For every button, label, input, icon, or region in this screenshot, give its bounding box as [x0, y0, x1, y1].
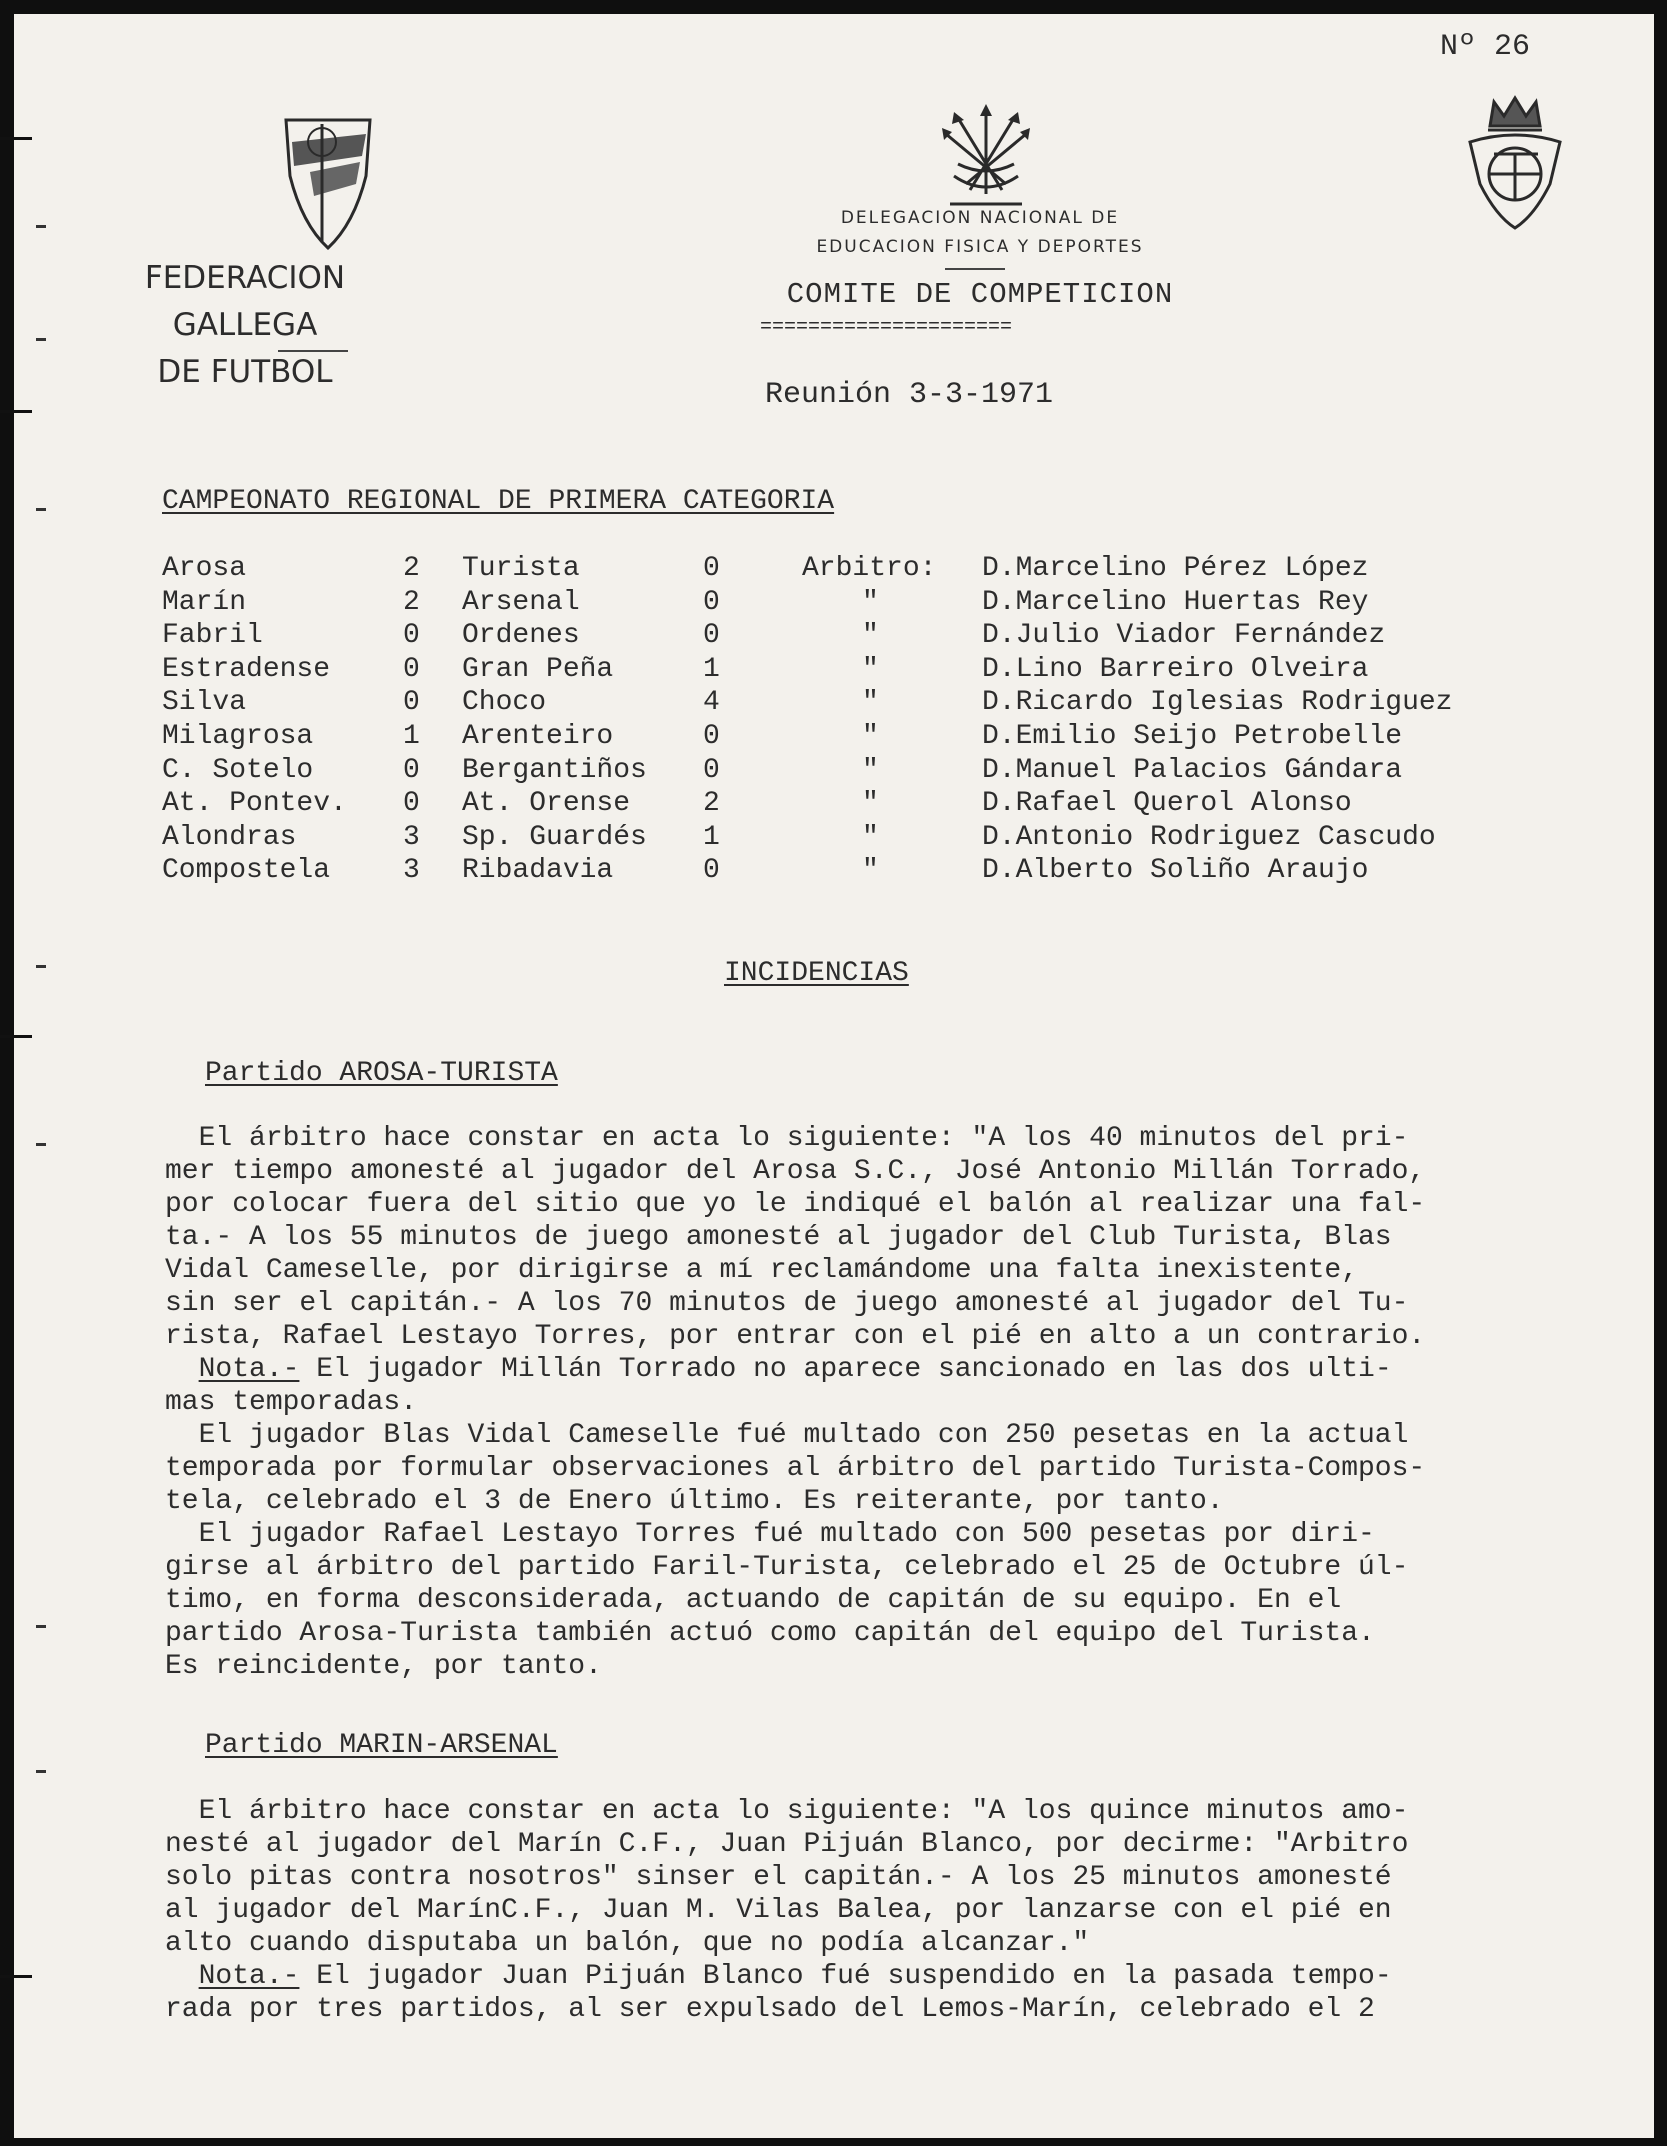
delegation-line2: EDUCACION FISICA Y DEPORTES	[816, 237, 1144, 257]
binder-mark	[0, 137, 32, 140]
ditto-mark: "	[862, 821, 879, 853]
yoke-arrows-emblem-icon	[940, 104, 1032, 208]
referee-name: D.Antonio Rodriguez Cascudo	[982, 821, 1436, 853]
note-line: partido Arosa-Turista también actuó como capitán del equipo del Turista.	[165, 1618, 1375, 1649]
home-goals: 3	[403, 821, 420, 853]
home-goals: 0	[403, 788, 420, 820]
home-team: Fabril	[162, 620, 263, 652]
incidents-title: INCIDENCIAS	[724, 958, 909, 989]
away-team: At. Orense	[462, 788, 631, 820]
results-away-goals-column	[703, 552, 720, 888]
ditto-mark: "	[862, 687, 879, 719]
note-line	[165, 1353, 1655, 1386]
home-team: Marín	[162, 586, 247, 618]
away-goals: 0	[703, 754, 720, 786]
home-team: C. Sotelo	[162, 754, 314, 786]
referee-name: D.Marcelino Huertas Rey	[982, 586, 1369, 618]
report-line: El árbitro hace constar en acta lo siguiente: "A los quince minutos amo-	[165, 1796, 1409, 1827]
away-team: Sp. Guardés	[462, 821, 647, 853]
referee-name: D.Alberto Soliño Araujo	[982, 855, 1369, 887]
note-line: El jugador Rafael Lestayo Torres fué multado con 500 pesetas por diri-	[165, 1519, 1375, 1550]
home-goals: 2	[403, 586, 420, 618]
note-label: Nota.-	[198, 1354, 300, 1385]
home-team: Estradense	[162, 653, 331, 685]
note-line: tela, celebrado el 3 de Enero último. Es reiterante, por tanto.	[165, 1486, 1224, 1517]
note-line: rada por tres partidos, al ser expulsado del Lemos-Marín, celebrado el 2	[165, 1994, 1375, 2025]
crowned-crest-icon	[1460, 92, 1570, 232]
report-line: nesté al jugador del Marín C.F., Juan Pijuán Blanco, por decirme: "Arbitro	[165, 1829, 1409, 1860]
committee-double-underline: =====================	[760, 316, 1013, 339]
referee-label: Arbitro:	[802, 553, 937, 584]
away-goals: 2	[703, 788, 720, 820]
report-line: sin ser el capitán.- A los 70 minutos de juego amonesté al jugador del Tu-	[165, 1288, 1409, 1319]
delegation-rule	[945, 268, 1005, 270]
home-goals: 3	[403, 855, 420, 887]
margin-mark	[36, 508, 46, 511]
results-away-column	[462, 552, 647, 888]
federation-rule	[278, 350, 348, 352]
results-ditto-column	[862, 586, 879, 888]
away-goals: 4	[703, 687, 720, 719]
home-goals: 0	[403, 687, 420, 719]
report-line: mer tiempo amonesté al jugador del Arosa S.C., José Antonio Millán Torrado,	[165, 1156, 1426, 1187]
away-team: Turista	[462, 553, 580, 584]
away-goals: 0	[703, 720, 720, 752]
referee-name: D.Julio Viador Fernández	[982, 620, 1386, 652]
away-goals: 1	[703, 821, 720, 853]
federation-line1: FEDERACION GALLEGA	[144, 260, 346, 343]
away-team: Gran Peña	[462, 653, 614, 685]
match1-report	[165, 1122, 1655, 1683]
report-line: El árbitro hace constar en acta lo siguiente: "A los 40 minutos del pri-	[165, 1123, 1409, 1154]
note-line: Es reincidente, por tanto.	[165, 1651, 602, 1682]
home-team: Milagrosa	[162, 720, 314, 752]
note-label: Nota.-	[198, 1961, 300, 1992]
note-text: El jugador Juan Pijuán Blanco fué suspendido en la pasada tempo-	[299, 1961, 1392, 1992]
binder-mark	[0, 1035, 32, 1038]
note-line: temporada por formular observaciones al árbitro del partido Turista-Compos-	[165, 1453, 1426, 1484]
federation-line2: DE FUTBOL	[157, 354, 333, 390]
report-line: alto cuando disputaba un balón, que no podía alcanzar."	[165, 1928, 1090, 1959]
ditto-mark: "	[862, 620, 879, 652]
ditto-mark: "	[862, 653, 879, 685]
note-line: timo, en forma desconsiderada, actuando de capitán de su equipo. En el	[165, 1585, 1342, 1616]
note-line: El jugador Blas Vidal Cameselle fué multado con 250 pesetas en la actual	[165, 1420, 1409, 1451]
away-goals: 0	[703, 855, 720, 887]
report-line: solo pitas contra nosotros" sinser el capitán.- A los 25 minutos amonesté	[165, 1862, 1392, 1893]
results-home-column	[162, 552, 347, 888]
binder-mark	[0, 410, 32, 413]
home-team: Compostela	[162, 855, 331, 887]
home-goals: 1	[403, 720, 420, 752]
away-goals: 0	[703, 553, 720, 584]
match2-title: Partido MARIN-ARSENAL	[205, 1730, 558, 1761]
ditto-mark: "	[862, 788, 879, 820]
ditto-mark: "	[862, 855, 879, 887]
results-home-goals-column	[403, 552, 420, 888]
margin-mark	[36, 338, 46, 341]
margin-mark	[36, 1143, 46, 1146]
margin-mark	[36, 1770, 46, 1773]
home-team: Arosa	[162, 553, 247, 584]
away-team: Choco	[462, 687, 547, 719]
ditto-mark: "	[862, 720, 879, 752]
referee-name: D.Rafael Querol Alonso	[982, 788, 1352, 820]
federation-shield-icon	[280, 112, 376, 252]
margin-mark	[36, 225, 46, 228]
ditto-mark: "	[862, 586, 879, 618]
home-team: Silva	[162, 687, 247, 719]
home-goals: 0	[403, 653, 420, 685]
ditto-mark: "	[862, 754, 879, 786]
away-goals: 0	[703, 586, 720, 618]
report-line: al jugador del MarínC.F., Juan M. Vilas Balea, por lanzarse con el pié en	[165, 1895, 1392, 1926]
match1-title: Partido AROSA-TURISTA	[205, 1058, 558, 1089]
note-line: girse al árbitro del partido Faril-Turista, celebrado el 25 de Octubre úl-	[165, 1552, 1409, 1583]
results-referee-column	[982, 552, 1452, 888]
margin-mark	[36, 1625, 46, 1628]
binder-mark	[0, 1975, 32, 1978]
match2-report	[165, 1795, 1655, 2026]
meeting-date: Reunión 3-3-1971	[765, 378, 1054, 412]
home-team: At. Pontev.	[162, 788, 347, 820]
home-goals: 2	[403, 553, 420, 584]
report-line: Vidal Cameselle, por dirigirse a mí reclamándome una falta inexistente,	[165, 1255, 1358, 1286]
referee-name: D.Ricardo Iglesias Rodriguez	[982, 687, 1453, 719]
report-line: ta.- A los 55 minutos de juego amonesté al jugador del Club Turista, Blas	[165, 1222, 1392, 1253]
report-line: por colocar fuera del sitio que yo le indiqué el balón al realizar una fal-	[165, 1189, 1426, 1220]
note-line: mas temporadas.	[165, 1387, 418, 1418]
away-team: Ribadavia	[462, 855, 614, 887]
home-goals: 0	[403, 620, 420, 652]
margin-mark	[36, 965, 46, 968]
away-team: Bergantiños	[462, 754, 647, 786]
document-number: Nº 26	[1440, 30, 1531, 64]
referee-name: D.Marcelino Pérez López	[982, 553, 1369, 584]
note-text: El jugador Millán Torrado no aparece sancionado en las dos ulti-	[299, 1354, 1392, 1385]
report-line: rista, Rafael Lestayo Torres, por entrar con el pié en alto a un contrario.	[165, 1321, 1426, 1352]
home-team: Alondras	[162, 821, 297, 853]
away-team: Ordenes	[462, 620, 580, 652]
away-team: Arsenal	[462, 586, 580, 618]
committee-title: COMITE DE COMPETICION	[786, 278, 1174, 311]
away-goals: 0	[703, 620, 720, 652]
home-goals: 0	[403, 754, 420, 786]
delegation-line1: DELEGACION NACIONAL DE	[840, 208, 1120, 228]
away-team: Arenteiro	[462, 720, 614, 752]
delegation-name	[770, 204, 1190, 262]
referee-name: D.Lino Barreiro Olveira	[982, 653, 1369, 685]
championship-title: CAMPEONATO REGIONAL DE PRIMERA CATEGORIA	[162, 486, 835, 517]
federation-name	[80, 255, 410, 396]
away-goals: 1	[703, 653, 720, 685]
referee-name: D.Manuel Palacios Gándara	[982, 754, 1403, 786]
referee-name: D.Emilio Seijo Petrobelle	[982, 720, 1403, 752]
note-line	[165, 1960, 1655, 1993]
